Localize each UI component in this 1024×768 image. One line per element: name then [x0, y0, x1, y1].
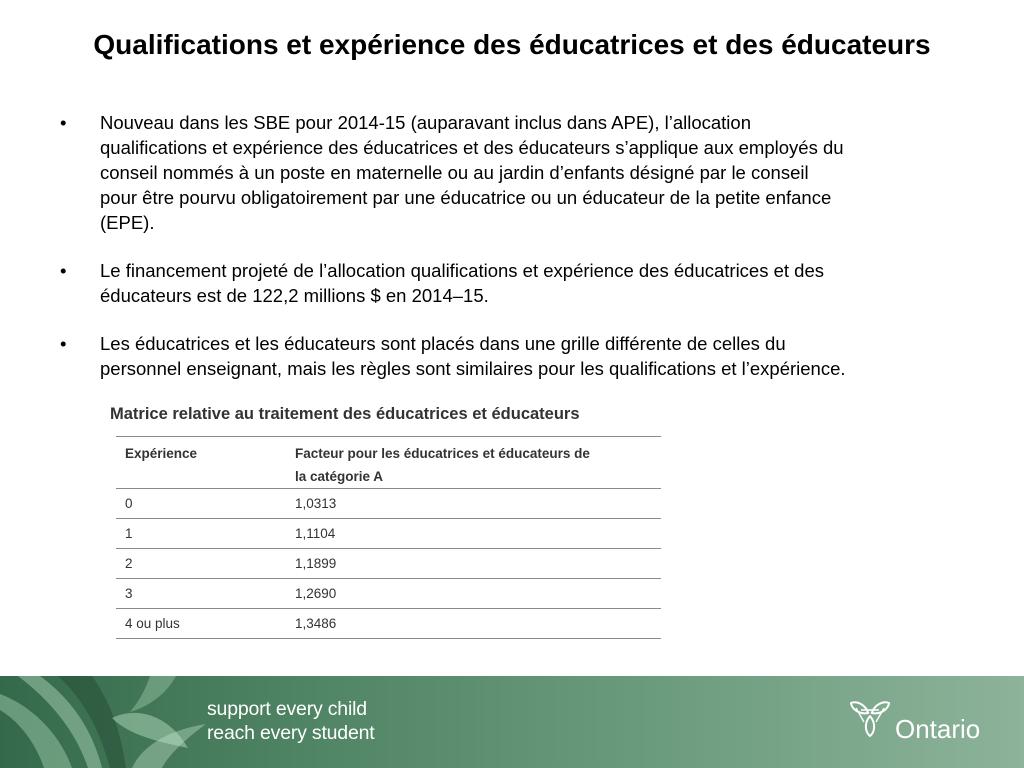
- header-factor: [285, 437, 661, 488]
- bullet-line: éducateurs est de 122,2 millions $ en 2014–15.: [100, 285, 489, 306]
- cell-experience: 1: [125, 526, 133, 541]
- cell-experience: 4 ou plus: [125, 616, 180, 631]
- footer-leaf-decoration: [0, 676, 230, 768]
- table-row: [116, 609, 661, 639]
- cell-experience: 2: [125, 556, 133, 571]
- bullet-marker: •: [60, 112, 67, 133]
- tagline: [207, 697, 374, 745]
- bullet-line: pour être pourvu obligatoirement par une éducatrice ou un éducateur de la petite enfance: [100, 187, 832, 208]
- bullet-line: Les éducatrices et les éducateurs sont placés dans une grille différente de celles du: [100, 333, 786, 354]
- cell-experience: 0: [125, 496, 133, 511]
- cell-factor: 1,1899: [295, 556, 337, 571]
- bullet-line: Le financement projeté de l’allocation qualifications et expérience des éducatrices et des: [100, 260, 825, 281]
- header-factor-line: la catégorie A: [295, 469, 384, 484]
- header-factor-line: Facteur pour les éducatrices et éducateurs de: [295, 446, 590, 461]
- salary-matrix-table: [116, 436, 661, 639]
- slide-title: Qualifications et expérience des éducatrices et des éducateurs: [93, 29, 931, 60]
- bullet-list: [0, 110, 1000, 404]
- bullet-line: (EPE).: [100, 212, 155, 233]
- bullet-item: [0, 331, 1000, 381]
- tagline-line: support every child: [207, 698, 367, 720]
- bullet-item: [0, 258, 1000, 308]
- table-row: [116, 519, 661, 549]
- table-title: Matrice relative au traitement des éducatrices et éducateurs: [110, 405, 580, 423]
- bullet-line: conseil nommés à un poste en maternelle ou au jardin d’enfants désigné par le conseil: [100, 162, 809, 183]
- bullet-line: personnel enseignant, mais les règles sont similaires pour les qualifications et l’expérience.: [100, 358, 846, 379]
- footer-band: [0, 676, 1024, 768]
- cell-factor: 1,0313: [295, 496, 337, 511]
- header-experience: Expérience: [125, 446, 198, 461]
- ontario-wordmark: Ontario: [895, 714, 981, 744]
- trillium-icon: [843, 693, 897, 743]
- table-header-row: [116, 437, 661, 489]
- tagline-line: reach every student: [207, 722, 375, 744]
- table-row: [116, 579, 661, 609]
- table-row: [116, 549, 661, 579]
- cell-factor: 1,2690: [295, 586, 337, 601]
- bullet-line: qualifications et expérience des éducatrices et des éducateurs s’applique aux employés du: [100, 137, 844, 158]
- cell-factor: 1,1104: [295, 526, 336, 541]
- table-row: [116, 489, 661, 519]
- cell-factor: 1,3486: [295, 616, 337, 631]
- bullet-item: [0, 110, 1000, 235]
- bullet-line: Nouveau dans les SBE pour 2014-15 (auparavant inclus dans APE), l’allocation: [100, 112, 751, 133]
- bullet-marker: •: [60, 260, 67, 281]
- bullet-marker: •: [60, 333, 67, 354]
- cell-experience: 3: [125, 586, 133, 601]
